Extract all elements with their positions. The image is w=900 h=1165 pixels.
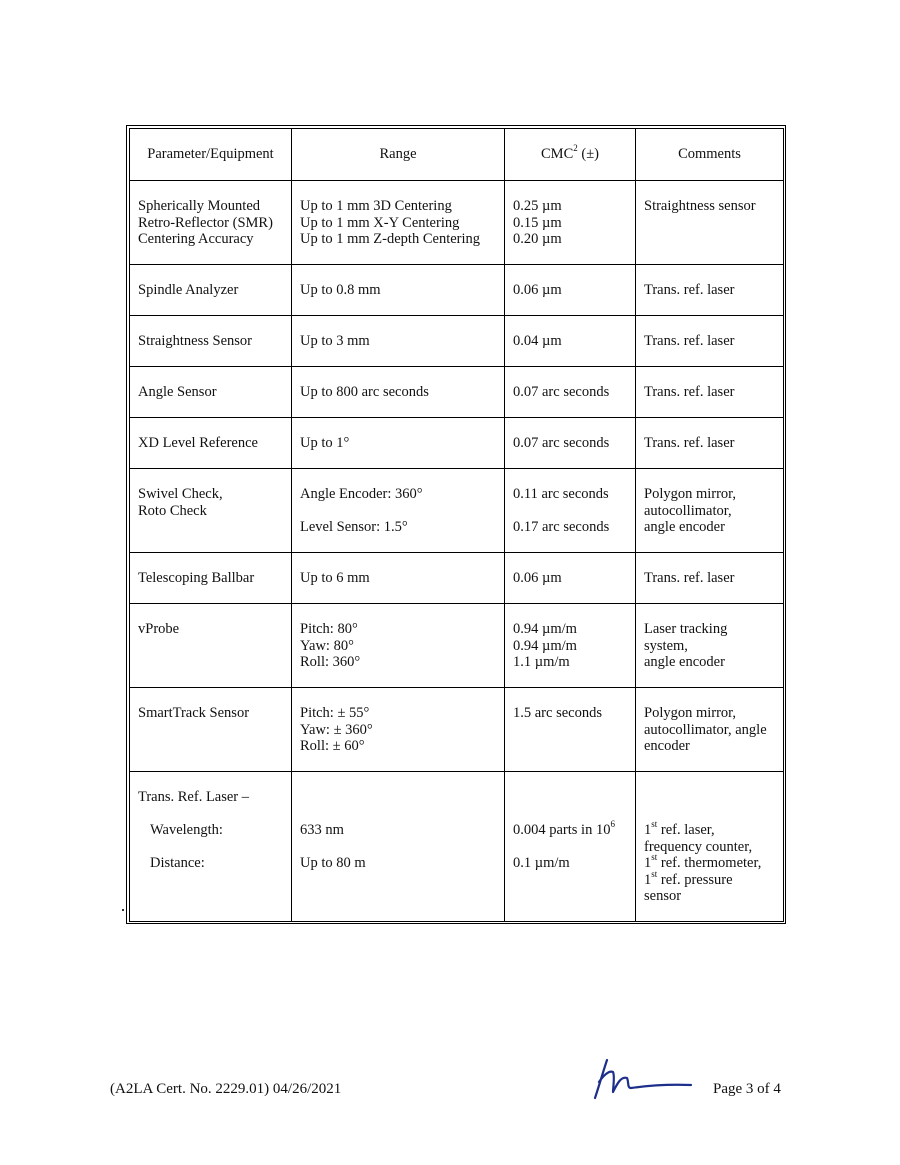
cell-line: SmartTrack Sensor xyxy=(138,705,250,721)
table-row xyxy=(130,265,784,316)
laser-wavelength-cmc-text: 0.004 parts in 10 xyxy=(513,822,611,838)
cell-line-gap xyxy=(138,806,283,823)
cell-line: Pitch: 80° xyxy=(300,621,358,637)
table-header-row xyxy=(130,129,784,181)
cell-parameter xyxy=(130,772,292,922)
laser-comment-line xyxy=(644,888,775,905)
cell-line: Up to 1 mm Z-depth Centering xyxy=(300,231,481,247)
cell-line-gap xyxy=(300,789,496,806)
laser-comment-line xyxy=(644,819,775,839)
comment-prefix: 1 xyxy=(644,855,652,871)
cell-line-gap xyxy=(513,503,627,520)
cell-parameter xyxy=(130,688,292,772)
comment-sup: st xyxy=(651,868,658,879)
header-comments: Comments xyxy=(636,129,784,181)
laser-wavelength-label: Wavelength: xyxy=(150,822,223,838)
cell-cmc: 0.06 µm xyxy=(505,265,636,316)
laser-wavelength-range: 633 nm xyxy=(300,822,344,838)
cell-line: 0.94 µm/m xyxy=(513,637,577,654)
cell-parameter xyxy=(130,469,292,553)
comment-prefix: 1 xyxy=(644,822,652,838)
cell-parameter xyxy=(130,604,292,688)
cell-cmc xyxy=(505,688,636,772)
cell-parameter xyxy=(130,181,292,265)
cell-range: Up to 3 mm xyxy=(292,316,505,367)
cell-cmc xyxy=(505,772,636,922)
header-range: Range xyxy=(292,129,505,181)
cell-cmc: 0.04 µm xyxy=(505,316,636,367)
table-row xyxy=(130,553,784,604)
cell-cmc xyxy=(505,469,636,553)
cell-line: Polygon mirror, xyxy=(644,705,737,721)
cell-line-gap xyxy=(513,789,627,806)
cell-line-gap xyxy=(644,806,775,823)
cell-cmc xyxy=(505,604,636,688)
cell-line: 0.20 µm xyxy=(513,231,562,247)
laser-distance-cmc: 0.1 µm/m xyxy=(513,855,570,871)
cell-line-gap xyxy=(300,839,496,856)
cell-line: Yaw: ± 360° xyxy=(300,721,373,738)
laser-title: Trans. Ref. Laser – xyxy=(138,789,250,805)
cell-parameter: Straightness Sensor xyxy=(130,316,292,367)
cell-line: Straightness sensor xyxy=(644,198,756,214)
table-body xyxy=(130,181,784,922)
cell-line: 1.1 µm/m xyxy=(513,654,570,670)
cell-comments: Trans. ref. laser xyxy=(636,265,784,316)
cell-line: angle encoder xyxy=(644,654,725,670)
signature-icon xyxy=(585,1052,695,1102)
cell-line: Up to 1 mm 3D Centering xyxy=(300,198,452,214)
cell-range: Up to 1° xyxy=(292,418,505,469)
cell-line: Spherically Mounted xyxy=(138,198,261,214)
comment-prefix: 1 xyxy=(644,871,652,888)
cell-parameter: Spindle Analyzer xyxy=(130,265,292,316)
cell-range: Up to 800 arc seconds xyxy=(292,367,505,418)
cell-cmc: 0.07 arc seconds xyxy=(505,367,636,418)
cell-line: autocollimator, angle xyxy=(644,721,767,738)
cell-line: Polygon mirror, xyxy=(644,486,737,502)
cell-range xyxy=(292,604,505,688)
cell-line-gap xyxy=(300,503,496,520)
cell-line-gap xyxy=(138,839,283,856)
cell-line: 0.94 µm/m xyxy=(513,621,577,637)
cell-line: 0.11 arc seconds xyxy=(513,486,609,502)
cell-line-gap xyxy=(644,789,775,806)
cell-comments: Trans. ref. laser xyxy=(636,553,784,604)
table-row xyxy=(130,604,784,688)
calibration-table-frame xyxy=(126,125,786,924)
laser-wavelength-cmc-sup: 6 xyxy=(610,819,615,830)
cell-line: Up to 1 mm X-Y Centering xyxy=(300,214,460,231)
cell-line: Swivel Check, xyxy=(138,486,223,502)
cell-line: Yaw: 80° xyxy=(300,637,354,654)
header-parameter: Parameter/Equipment xyxy=(130,129,292,181)
table-row xyxy=(130,469,784,553)
cell-line: system, xyxy=(644,637,688,654)
comment-text: ref. pressure xyxy=(657,871,733,888)
cell-cmc: 0.06 µm xyxy=(505,553,636,604)
stray-dot xyxy=(122,909,124,911)
cell-range: Up to 0.8 mm xyxy=(292,265,505,316)
comment-sup: st xyxy=(651,819,658,830)
cell-comments: Trans. ref. laser xyxy=(636,367,784,418)
table-row xyxy=(130,418,784,469)
comment-text: ref. thermometer, xyxy=(657,855,762,871)
comment-text: ref. laser, xyxy=(657,822,715,838)
table-row xyxy=(130,367,784,418)
comment-sup: st xyxy=(651,852,658,863)
cell-range xyxy=(292,181,505,265)
laser-wavelength-cmc xyxy=(513,819,627,839)
table-row xyxy=(130,688,784,772)
cell-line: angle encoder xyxy=(644,519,725,535)
cell-line-gap xyxy=(513,839,627,856)
cell-line: Centering Accuracy xyxy=(138,231,254,247)
cell-parameter: XD Level Reference xyxy=(130,418,292,469)
comment-text: frequency counter, xyxy=(644,838,753,855)
cell-line: 0.17 arc seconds xyxy=(513,519,610,535)
cell-cmc xyxy=(505,181,636,265)
cell-range xyxy=(292,772,505,922)
cell-cmc: 0.07 arc seconds xyxy=(505,418,636,469)
cell-comments xyxy=(636,604,784,688)
cell-line: 0.25 µm xyxy=(513,198,562,214)
cell-comments xyxy=(636,181,784,265)
header-cmc-text: CMC xyxy=(541,146,574,163)
cell-comments: Trans. ref. laser xyxy=(636,316,784,367)
cell-range xyxy=(292,688,505,772)
comment-text: sensor xyxy=(644,888,682,904)
cell-line: Pitch: ± 55° xyxy=(300,705,370,721)
cell-range: Up to 6 mm xyxy=(292,553,505,604)
footer-page-number: Page 3 of 4 xyxy=(713,1081,781,1097)
cell-range xyxy=(292,469,505,553)
laser-comment-line xyxy=(644,852,775,872)
cell-line: 1.5 arc seconds xyxy=(513,705,602,721)
cell-comments xyxy=(636,772,784,922)
cell-line-gap xyxy=(300,806,496,823)
cell-line: Angle Encoder: 360° xyxy=(300,486,423,502)
cell-parameter: Telescoping Ballbar xyxy=(130,553,292,604)
table-row xyxy=(130,181,784,265)
cell-line: Retro-Reflector (SMR) xyxy=(138,214,273,231)
cell-comments xyxy=(636,469,784,553)
cell-line: Laser tracking xyxy=(644,621,728,637)
calibration-table xyxy=(129,128,784,922)
header-cmc-sup: 2 xyxy=(573,143,578,154)
cell-line: Roll: ± 60° xyxy=(300,738,365,754)
cell-line: Roto Check xyxy=(138,502,207,519)
cell-parameter: Angle Sensor xyxy=(130,367,292,418)
header-cmc-suffix: (±) xyxy=(577,146,599,163)
table-row xyxy=(130,316,784,367)
laser-distance-label: Distance: xyxy=(150,855,205,871)
cell-line: encoder xyxy=(644,738,690,754)
cell-line: Roll: 360° xyxy=(300,654,361,670)
laser-comment-line xyxy=(644,868,775,889)
cell-line: autocollimator, xyxy=(644,502,732,519)
table-row-laser xyxy=(130,772,784,922)
cell-line: 0.15 µm xyxy=(513,214,562,231)
cell-comments xyxy=(636,688,784,772)
cell-line: Level Sensor: 1.5° xyxy=(300,519,408,535)
cell-line: vProbe xyxy=(138,621,180,637)
laser-distance-range: Up to 80 m xyxy=(300,855,366,871)
header-cmc xyxy=(505,129,636,181)
cell-comments: Trans. ref. laser xyxy=(636,418,784,469)
laser-comment-line xyxy=(644,839,775,856)
footer-cert: (A2LA Cert. No. 2229.01) 04/26/2021 xyxy=(110,1081,342,1097)
